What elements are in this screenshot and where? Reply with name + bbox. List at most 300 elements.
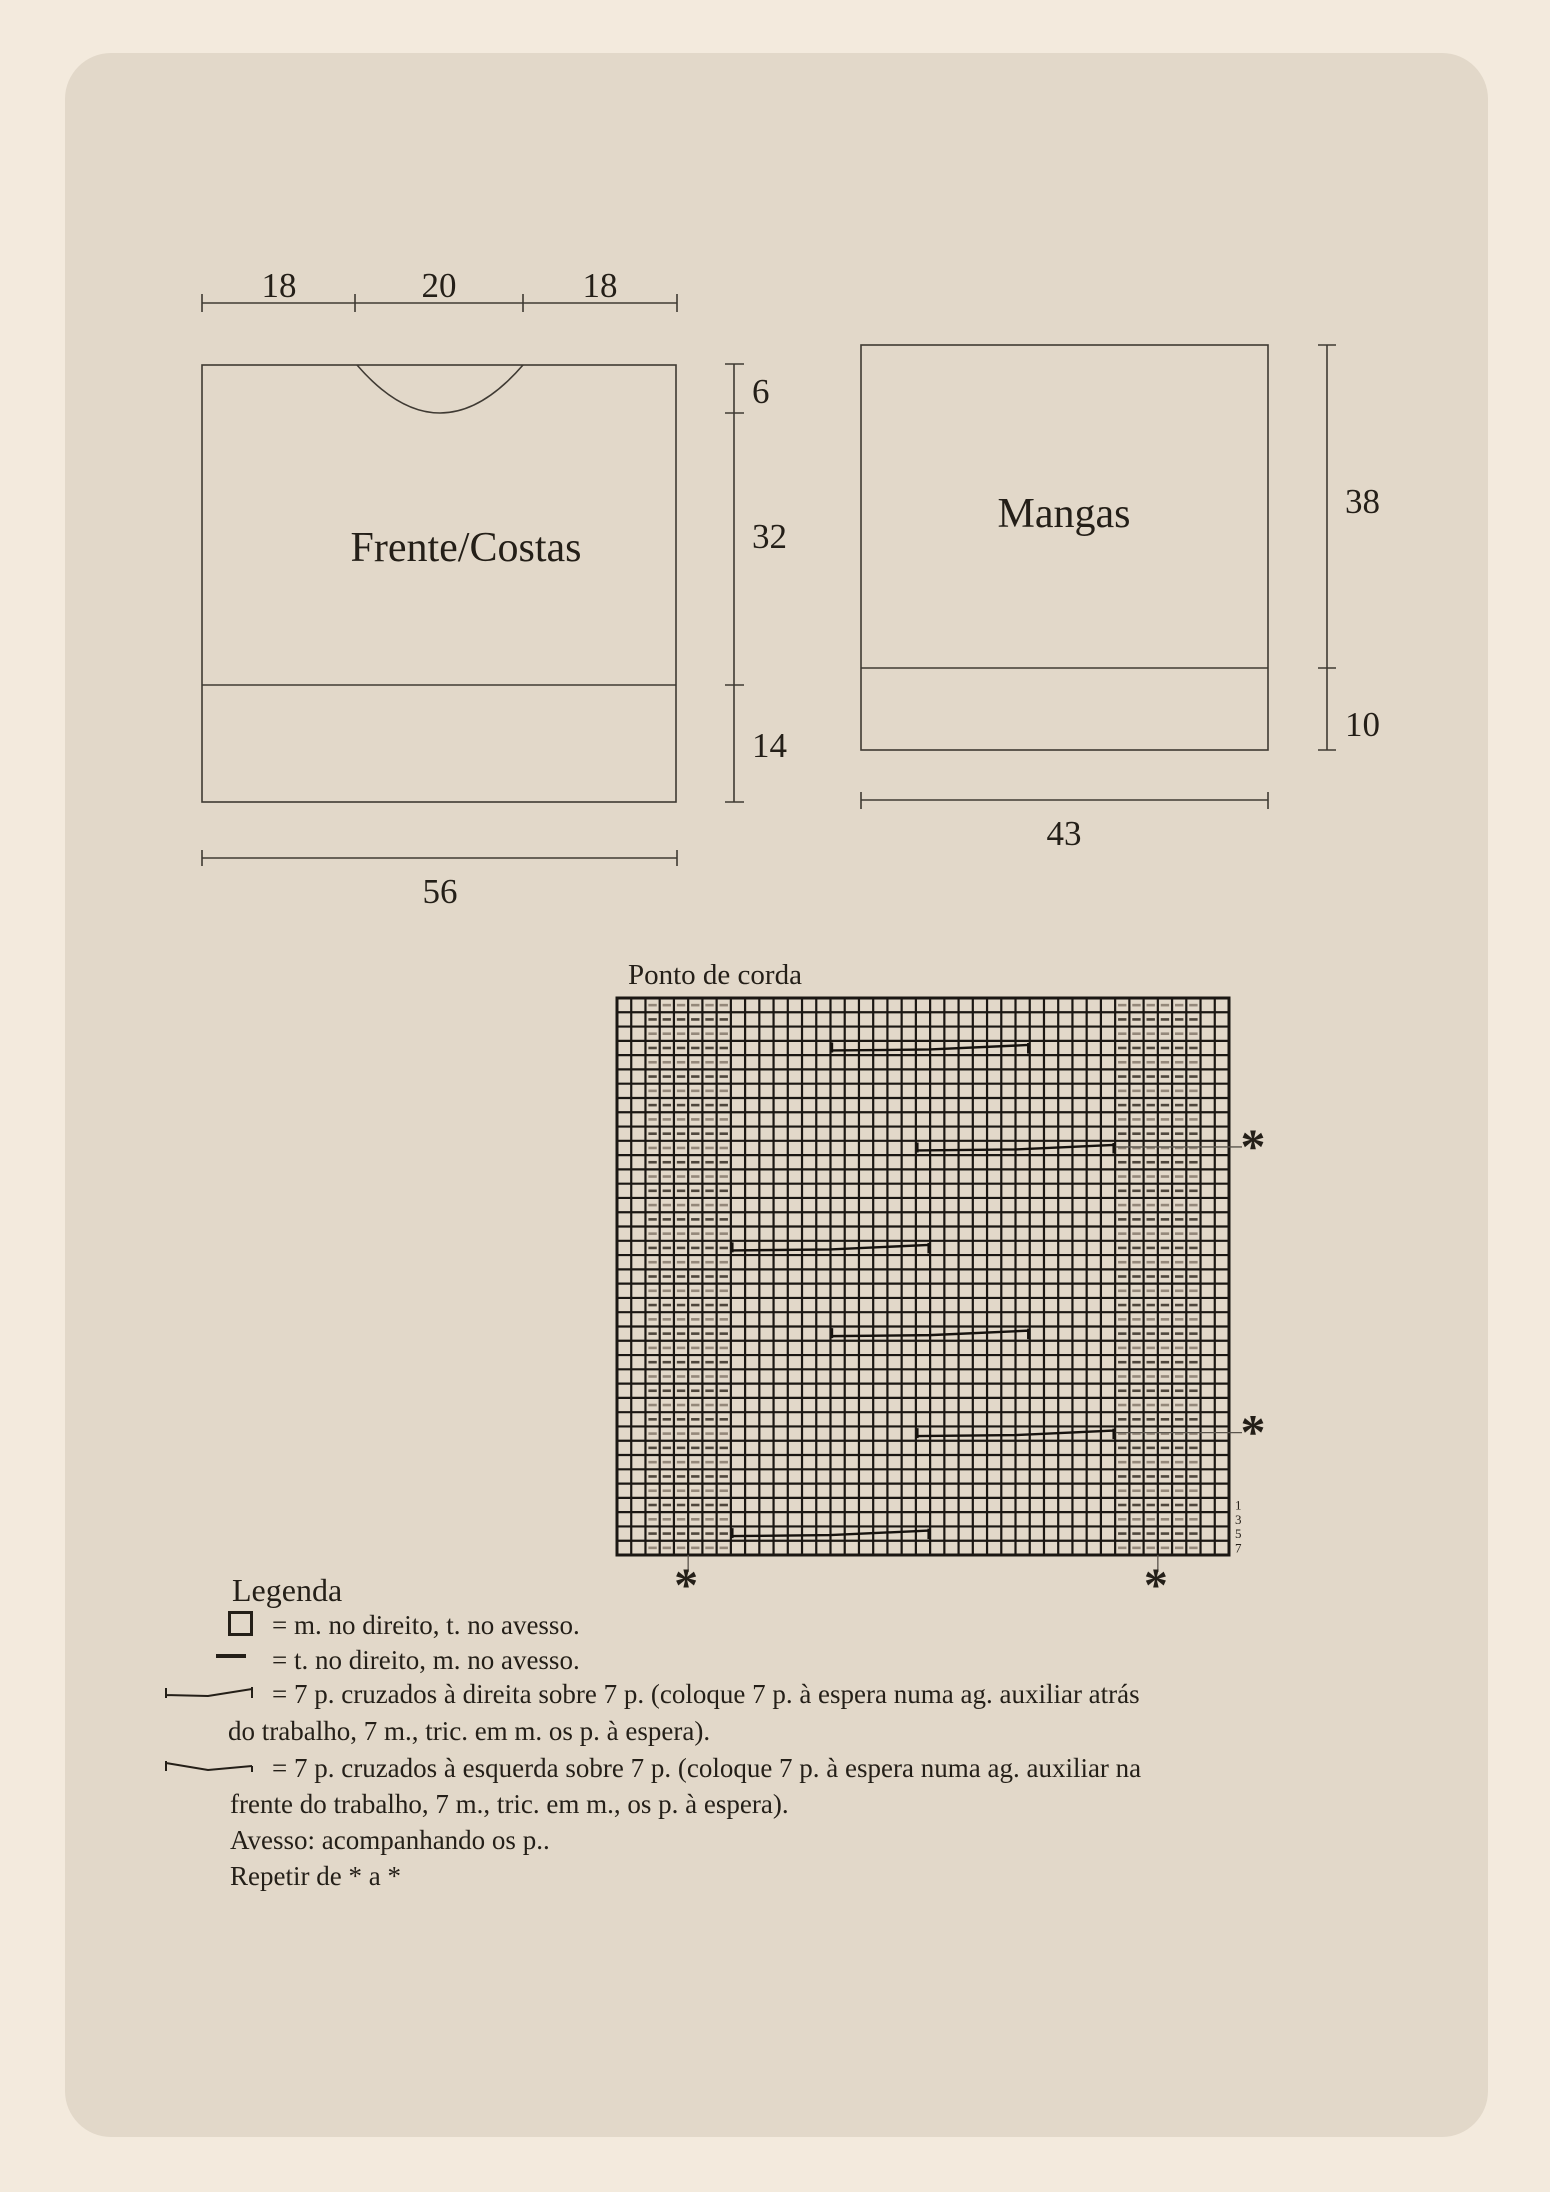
- purl-dash-cell: [720, 1318, 728, 1321]
- purl-dash-cell: [1161, 1461, 1169, 1464]
- purl-dash-cell: [1175, 1175, 1183, 1178]
- purl-dash-cell: [1118, 1332, 1126, 1335]
- purl-dash-cell: [677, 1161, 685, 1164]
- purl-dash-cell: [1189, 1547, 1197, 1550]
- purl-dash-cell: [648, 1004, 656, 1007]
- dim-label-top-left: 18: [261, 266, 297, 305]
- purl-dash-cell: [1161, 1061, 1169, 1064]
- purl-dash-cell: [1132, 1004, 1140, 1007]
- purl-dash-cell: [1161, 1504, 1169, 1507]
- purl-dash-cell: [1132, 1389, 1140, 1392]
- purl-dash-cell: [720, 1232, 728, 1235]
- legend-item-purl: = t. no direito, m. no avesso.: [272, 1645, 580, 1675]
- purl-dash-cell: [1189, 1190, 1197, 1193]
- repeat-marker-asterisk: *: [1240, 1403, 1266, 1460]
- purl-dash-cell: [1189, 1261, 1197, 1264]
- purl-dash-cell: [720, 1175, 728, 1178]
- purl-dash-cell: [1147, 1004, 1155, 1007]
- purl-dash-cell: [1132, 1075, 1140, 1078]
- purl-dash-cell: [1147, 1018, 1155, 1021]
- purl-dash-cell: [677, 1347, 685, 1350]
- purl-dash-cell: [1132, 1504, 1140, 1507]
- purl-dash-cell: [1189, 1018, 1197, 1021]
- chart-row-number: 7: [1235, 1540, 1242, 1556]
- purl-dash-cell: [677, 1261, 685, 1264]
- purl-dash-cell: [720, 1104, 728, 1107]
- purl-dash-cell: [691, 1547, 699, 1550]
- purl-dash-cell: [1175, 1218, 1183, 1221]
- purl-dash-cell: [691, 1447, 699, 1450]
- purl-dash-cell: [677, 1318, 685, 1321]
- purl-dash-cell: [648, 1289, 656, 1292]
- purl-dash-cell: [1118, 1475, 1126, 1478]
- purl-dash-cell: [1147, 1475, 1155, 1478]
- purl-dash-cell: [705, 1032, 713, 1035]
- purl-dash-cell: [663, 1047, 671, 1050]
- purl-dash-cell: [1132, 1104, 1140, 1107]
- stitch-chart-grid: [617, 998, 1266, 1612]
- purl-dash-cell: [705, 1547, 713, 1550]
- purl-dash-cell: [691, 1375, 699, 1378]
- purl-dash-cell: [648, 1175, 656, 1178]
- purl-dash-cell: [663, 1418, 671, 1421]
- purl-dash-cell: [1118, 1032, 1126, 1035]
- purl-dash-cell: [1147, 1318, 1155, 1321]
- purl-dash-cell: [1161, 1075, 1169, 1078]
- purl-dash-cell: [720, 1161, 728, 1164]
- purl-dash-cell: [663, 1518, 671, 1521]
- purl-dash-cell: [1118, 1361, 1126, 1364]
- purl-dash-cell: [1118, 1404, 1126, 1407]
- purl-dash-cell: [691, 1218, 699, 1221]
- purl-dash-cell: [1118, 1347, 1126, 1350]
- purl-dash-cell: [1147, 1175, 1155, 1178]
- purl-dash-cell: [705, 1418, 713, 1421]
- purl-dash-cell: [677, 1147, 685, 1150]
- purl-dash-cell: [720, 1461, 728, 1464]
- purl-dash-cell: [663, 1004, 671, 1007]
- purl-dash-cell: [720, 1489, 728, 1492]
- purl-dash-cell: [1118, 1532, 1126, 1535]
- purl-dash-cell: [1161, 1332, 1169, 1335]
- sleeve-label: Mangas: [997, 491, 1131, 537]
- purl-dash-cell: [663, 1432, 671, 1435]
- purl-dash-cell: [677, 1232, 685, 1235]
- purl-dash-cell: [1175, 1489, 1183, 1492]
- purl-dash-cell: [1189, 1275, 1197, 1278]
- purl-dash-cell: [677, 1418, 685, 1421]
- front-back-right-dimension-line: [725, 364, 744, 802]
- purl-dash-cell: [1132, 1175, 1140, 1178]
- purl-dash-cell: [1189, 1389, 1197, 1392]
- purl-dash-cell: [663, 1275, 671, 1278]
- purl-dash-cell: [1132, 1047, 1140, 1050]
- purl-dash-cell: [1161, 1404, 1169, 1407]
- purl-dash-cell: [705, 1204, 713, 1207]
- purl-dash-cell: [720, 1218, 728, 1221]
- purl-dash-cell: [648, 1504, 656, 1507]
- purl-dash-cell: [720, 1361, 728, 1364]
- purl-dash-cell: [1189, 1047, 1197, 1050]
- purl-dash-cell: [1147, 1104, 1155, 1107]
- purl-dash-cell: [1132, 1418, 1140, 1421]
- purl-dash-cell: [705, 1289, 713, 1292]
- purl-dash-cell: [705, 1047, 713, 1050]
- purl-dash-cell: [720, 1447, 728, 1450]
- purl-dash-cell: [1147, 1304, 1155, 1307]
- purl-dash-cell: [720, 1018, 728, 1021]
- purl-dash-cell: [1175, 1318, 1183, 1321]
- purl-dash-cell: [705, 1090, 713, 1093]
- sleeve-right-dimension-line: [1318, 345, 1336, 750]
- purl-dash-cell: [1189, 1175, 1197, 1178]
- sleeve-outline: [861, 345, 1268, 750]
- purl-dash-cell: [677, 1204, 685, 1207]
- purl-dash-cell: [648, 1218, 656, 1221]
- purl-dash-cell: [1189, 1232, 1197, 1235]
- purl-dash-cell: [1189, 1304, 1197, 1307]
- purl-dash-cell: [677, 1275, 685, 1278]
- purl-dash-cell: [677, 1289, 685, 1292]
- purl-dash-cell: [648, 1318, 656, 1321]
- purl-dash-cell: [705, 1075, 713, 1078]
- legend-title: Legenda: [232, 1572, 343, 1608]
- purl-dash-cell: [1118, 1289, 1126, 1292]
- dim-label-top-middle: 20: [421, 266, 457, 305]
- purl-dash-cell: [663, 1547, 671, 1550]
- purl-dash-cell: [1161, 1004, 1169, 1007]
- purl-dash-cell: [677, 1132, 685, 1135]
- purl-dash-cell: [663, 1161, 671, 1164]
- purl-dash-cell: [1147, 1047, 1155, 1050]
- purl-dash-cell: [1189, 1447, 1197, 1450]
- purl-dash-cell: [720, 1261, 728, 1264]
- purl-dash-cell: [1147, 1375, 1155, 1378]
- purl-dash-cell: [1175, 1375, 1183, 1378]
- purl-dash-cell: [663, 1318, 671, 1321]
- purl-dash-cell: [1161, 1104, 1169, 1107]
- purl-dash-cell: [663, 1475, 671, 1478]
- purl-dash-cell: [648, 1204, 656, 1207]
- purl-dash-cell: [691, 1032, 699, 1035]
- purl-dash-cell: [1118, 1075, 1126, 1078]
- purl-dash-cell: [1175, 1090, 1183, 1093]
- purl-dash-cell: [691, 1461, 699, 1464]
- purl-dash-cell: [1147, 1489, 1155, 1492]
- purl-dash-cell: [1175, 1075, 1183, 1078]
- purl-dash-cell: [1189, 1004, 1197, 1007]
- purl-dash-cell: [663, 1061, 671, 1064]
- purl-dash-cell: [1161, 1475, 1169, 1478]
- purl-dash-cell: [1189, 1375, 1197, 1378]
- purl-dash-cell: [663, 1132, 671, 1135]
- knit-stitch-square-icon: [228, 1611, 253, 1636]
- purl-dash-cell: [663, 1118, 671, 1121]
- purl-dash-cell: [720, 1347, 728, 1350]
- purl-dash-cell: [691, 1304, 699, 1307]
- purl-dash-cell: [1175, 1275, 1183, 1278]
- purl-dash-cell: [1189, 1461, 1197, 1464]
- purl-dash-cell: [648, 1461, 656, 1464]
- purl-dash-cell: [663, 1504, 671, 1507]
- purl-dash-cell: [1161, 1489, 1169, 1492]
- purl-dash-cell: [663, 1032, 671, 1035]
- purl-dash-cell: [1147, 1232, 1155, 1235]
- purl-dash-cell: [705, 1132, 713, 1135]
- purl-dash-cell: [691, 1347, 699, 1350]
- purl-dash-cell: [677, 1032, 685, 1035]
- purl-dash-cell: [691, 1118, 699, 1121]
- purl-dash-cell: [1132, 1304, 1140, 1307]
- purl-dash-cell: [1161, 1318, 1169, 1321]
- purl-dash-cell: [1189, 1204, 1197, 1207]
- purl-dash-cell: [1147, 1132, 1155, 1135]
- purl-dash-cell: [705, 1147, 713, 1150]
- purl-dash-cell: [1161, 1232, 1169, 1235]
- purl-dash-cell: [1189, 1418, 1197, 1421]
- purl-dash-cell: [677, 1532, 685, 1535]
- purl-dash-cell: [1118, 1104, 1126, 1107]
- purl-dash-cell: [705, 1447, 713, 1450]
- purl-dash-cell: [663, 1247, 671, 1250]
- purl-dash-cell: [705, 1118, 713, 1121]
- dim-label-bottom-width: 56: [422, 872, 458, 911]
- purl-dash-cell: [720, 1475, 728, 1478]
- purl-dash-cell: [677, 1061, 685, 1064]
- purl-dash-cell: [1118, 1132, 1126, 1135]
- purl-dash-cell: [691, 1289, 699, 1292]
- sleeve-bottom-dimension-line: [861, 792, 1268, 809]
- purl-dash-cell: [720, 1432, 728, 1435]
- purl-dash-cell: [1189, 1161, 1197, 1164]
- dim-label-top-right: 18: [582, 266, 618, 305]
- purl-dash-cell: [1132, 1118, 1140, 1121]
- purl-dash-cell: [1118, 1118, 1126, 1121]
- chart-row-number: 1: [1235, 1497, 1242, 1513]
- purl-dash-cell: [1175, 1461, 1183, 1464]
- purl-dash-cell: [1189, 1347, 1197, 1350]
- purl-dash-cell: [677, 1489, 685, 1492]
- purl-dash-cell: [677, 1304, 685, 1307]
- legend-item-cable-right: = 7 p. cruzados à direita sobre 7 p. (coloque 7 p. à espera numa ag. auxiliar atrás: [272, 1679, 1140, 1709]
- purl-dash-cell: [1161, 1275, 1169, 1278]
- purl-dash-cell: [1147, 1347, 1155, 1350]
- purl-dash-cell: [663, 1261, 671, 1264]
- purl-dash-cell: [1132, 1190, 1140, 1193]
- cable-right-cross-icon: [158, 1683, 260, 1703]
- purl-dash-cell: [691, 1161, 699, 1164]
- purl-dash-cell: [1161, 1361, 1169, 1364]
- purl-dash-cell: [1189, 1404, 1197, 1407]
- neckline-curve: [357, 365, 523, 413]
- purl-dash-cell: [648, 1418, 656, 1421]
- cable-left-cross-icon: [158, 1757, 260, 1777]
- purl-dash-cell: [691, 1361, 699, 1364]
- purl-dash-cell: [720, 1518, 728, 1521]
- purl-dash-cell: [705, 1175, 713, 1178]
- purl-dash-cell: [663, 1075, 671, 1078]
- purl-dash-cell: [1132, 1218, 1140, 1221]
- purl-dash-cell: [1175, 1518, 1183, 1521]
- purl-dash-cell: [648, 1275, 656, 1278]
- purl-dash-cell: [1118, 1418, 1126, 1421]
- purl-dash-cell: [677, 1547, 685, 1550]
- purl-dash-cell: [648, 1361, 656, 1364]
- legend-note-repeat: Repetir de * a *: [230, 1861, 401, 1891]
- purl-dash-cell: [1147, 1547, 1155, 1550]
- purl-dash-cell: [663, 1447, 671, 1450]
- purl-dash-cell: [1118, 1061, 1126, 1064]
- purl-dash-cell: [691, 1190, 699, 1193]
- purl-dash-cell: [663, 1289, 671, 1292]
- purl-dash-cell: [1189, 1289, 1197, 1292]
- purl-dash-cell: [1118, 1504, 1126, 1507]
- purl-dash-cell: [677, 1404, 685, 1407]
- purl-dash-cell: [1175, 1389, 1183, 1392]
- purl-dash-cell: [663, 1018, 671, 1021]
- purl-dash-cell: [1175, 1447, 1183, 1450]
- legend-item-knit: = m. no direito, t. no avesso.: [272, 1610, 580, 1640]
- purl-dash-cell: [691, 1475, 699, 1478]
- purl-dash-cell: [1118, 1018, 1126, 1021]
- purl-dash-cell: [1161, 1289, 1169, 1292]
- purl-dash-cell: [1189, 1090, 1197, 1093]
- purl-dash-cell: [1147, 1247, 1155, 1250]
- purl-dash-cell: [1161, 1175, 1169, 1178]
- purl-dash-cell: [1132, 1032, 1140, 1035]
- purl-dash-cell: [648, 1332, 656, 1335]
- purl-dash-cell: [663, 1147, 671, 1150]
- purl-dash-cell: [648, 1147, 656, 1150]
- purl-dash-cell: [705, 1532, 713, 1535]
- purl-dash-cell: [677, 1461, 685, 1464]
- purl-dash-cell: [648, 1161, 656, 1164]
- purl-dash-cell: [1175, 1418, 1183, 1421]
- purl-dash-cell: [705, 1261, 713, 1264]
- purl-dash-cell: [1175, 1032, 1183, 1035]
- front-back-label: Frente/Costas: [350, 525, 582, 571]
- purl-dash-cell: [720, 1204, 728, 1207]
- purl-dash-cell: [720, 1047, 728, 1050]
- purl-dash-cell: [663, 1361, 671, 1364]
- purl-dash-cell: [705, 1190, 713, 1193]
- purl-dash-cell: [648, 1432, 656, 1435]
- purl-dash-cell: [1175, 1118, 1183, 1121]
- purl-dash-cell: [1175, 1304, 1183, 1307]
- purl-dash-cell: [1118, 1161, 1126, 1164]
- purl-dash-cell: [677, 1518, 685, 1521]
- purl-dash-cell: [1118, 1318, 1126, 1321]
- purl-dash-cell: [1147, 1161, 1155, 1164]
- purl-dash-cell: [648, 1304, 656, 1307]
- purl-dash-cell: [705, 1475, 713, 1478]
- purl-dash-cell: [705, 1218, 713, 1221]
- purl-dash-cell: [705, 1275, 713, 1278]
- purl-dash-cell: [648, 1104, 656, 1107]
- purl-dash-cell: [1161, 1261, 1169, 1264]
- purl-dash-cell: [1175, 1190, 1183, 1193]
- purl-dash-cell: [1132, 1275, 1140, 1278]
- purl-dash-cell: [1175, 1347, 1183, 1350]
- purl-dash-cell: [1189, 1489, 1197, 1492]
- purl-dash-cell: [1189, 1032, 1197, 1035]
- purl-dash-cell: [663, 1389, 671, 1392]
- purl-dash-cell: [1118, 1218, 1126, 1221]
- purl-dash-cell: [691, 1075, 699, 1078]
- purl-dash-cell: [705, 1332, 713, 1335]
- purl-dash-cell: [1132, 1289, 1140, 1292]
- purl-dash-cell: [1118, 1261, 1126, 1264]
- dim-label-ribbing-height: 14: [752, 726, 787, 765]
- purl-dash-cell: [1147, 1518, 1155, 1521]
- purl-dash-cell: [720, 1547, 728, 1550]
- purl-dash-cell: [1118, 1232, 1126, 1235]
- purl-dash-cell: [1132, 1247, 1140, 1250]
- dim-label-sleeve-width: 43: [1046, 814, 1082, 853]
- purl-dash-cell: [1161, 1218, 1169, 1221]
- purl-dash-cell: [691, 1147, 699, 1150]
- purl-dash-cell: [677, 1118, 685, 1121]
- purl-dash-cell: [1175, 1104, 1183, 1107]
- purl-dash-cell: [1189, 1118, 1197, 1121]
- purl-dash-cell: [1161, 1375, 1169, 1378]
- purl-dash-cell: [720, 1389, 728, 1392]
- purl-dash-cell: [1189, 1504, 1197, 1507]
- purl-dash-cell: [691, 1047, 699, 1050]
- purl-dash-cell: [1147, 1261, 1155, 1264]
- purl-dash-cell: [1118, 1304, 1126, 1307]
- purl-dash-cell: [1189, 1475, 1197, 1478]
- dim-label-sleeve-height: 38: [1345, 482, 1380, 521]
- purl-dash-cell: [1147, 1204, 1155, 1207]
- purl-dash-cell: [1175, 1261, 1183, 1264]
- chart-row-number: 3: [1235, 1511, 1242, 1527]
- purl-dash-cell: [648, 1032, 656, 1035]
- purl-dash-cell: [1147, 1361, 1155, 1364]
- purl-dash-cell: [1132, 1489, 1140, 1492]
- purl-dash-cell: [1118, 1190, 1126, 1193]
- purl-dash-cell: [691, 1489, 699, 1492]
- purl-dash-cell: [1175, 1247, 1183, 1250]
- purl-dash-cell: [648, 1132, 656, 1135]
- purl-dash-cell: [1161, 1532, 1169, 1535]
- chart-title: Ponto de corda: [628, 959, 802, 991]
- purl-dash-cell: [1161, 1190, 1169, 1193]
- purl-dash-cell: [677, 1075, 685, 1078]
- purl-dash-cell: [1147, 1404, 1155, 1407]
- legend-item-cable-left: = 7 p. cruzados à esquerda sobre 7 p. (coloque 7 p. à espera numa ag. auxiliar na: [272, 1753, 1142, 1783]
- purl-dash-cell: [1189, 1247, 1197, 1250]
- purl-dash-cell: [1118, 1090, 1126, 1093]
- purl-dash-cell: [1132, 1018, 1140, 1021]
- purl-dash-cell: [1161, 1032, 1169, 1035]
- purl-dash-cell: [1175, 1532, 1183, 1535]
- purl-dash-cell: [648, 1118, 656, 1121]
- sleeves-schematic: [861, 345, 1336, 809]
- purl-dash-cell: [663, 1489, 671, 1492]
- purl-dash-cell: [720, 1289, 728, 1292]
- purl-dash-cell: [1175, 1204, 1183, 1207]
- purl-dash-cell: [1132, 1332, 1140, 1335]
- purl-dash-cell: [1161, 1447, 1169, 1450]
- purl-dash-cell: [705, 1518, 713, 1521]
- dim-label-sleeve-cuff: 10: [1345, 705, 1380, 744]
- purl-dash-cell: [691, 1018, 699, 1021]
- purl-dash-cell: [648, 1475, 656, 1478]
- purl-dash-cell: [648, 1018, 656, 1021]
- legend-item-cable-right-cont: do trabalho, 7 m., tric. em m. os p. à espera).: [228, 1716, 711, 1746]
- purl-dash-cell: [705, 1104, 713, 1107]
